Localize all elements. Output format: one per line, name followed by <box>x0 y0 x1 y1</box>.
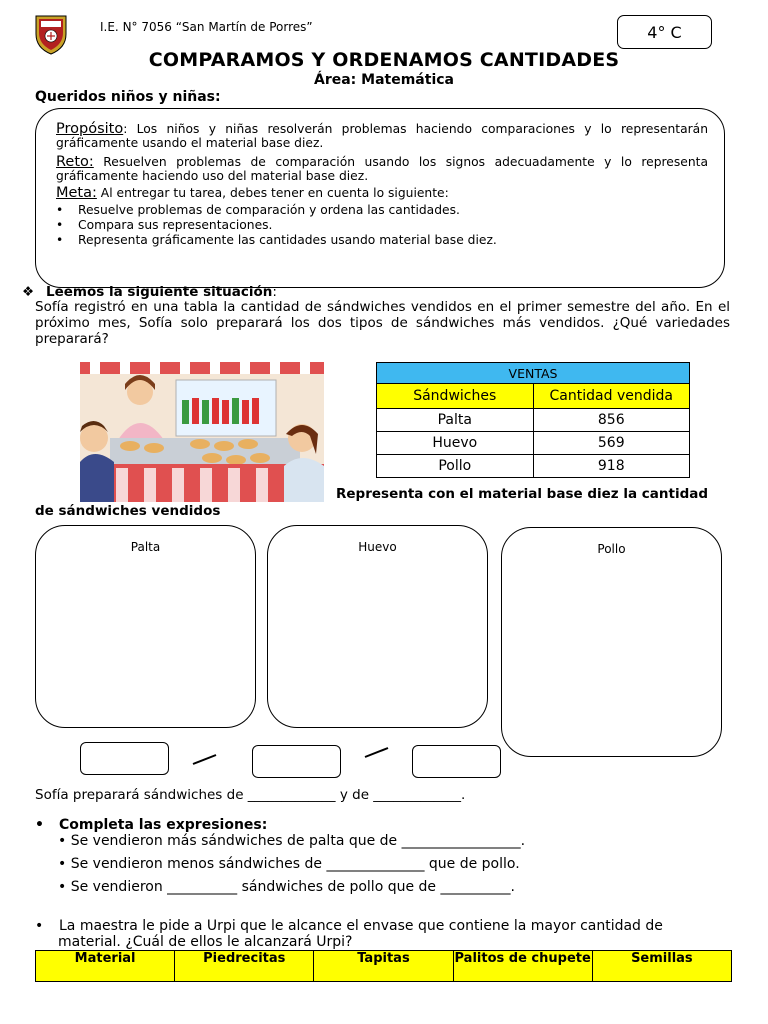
table-row: Palta 856 <box>377 409 690 432</box>
sales-table-title: VENTAS <box>377 363 690 384</box>
table-row: Huevo 569 <box>377 432 690 455</box>
page-title: COMPARAMOS Y ORDENAMOS CANTIDADES <box>148 49 620 71</box>
materials-col-header: Piedrecitas <box>175 951 314 982</box>
comparison-mark <box>362 745 392 759</box>
compare-box-1[interactable] <box>80 742 169 775</box>
meta-bullet: • Representa gráficamente las cantidades usando material base diez. <box>56 233 497 247</box>
pollo-drawing-area[interactable] <box>501 527 722 757</box>
materials-col-header: Tapitas <box>314 951 453 982</box>
expression-item: • Se vendieron menos sándwiches de ______________ que de pollo. <box>58 856 520 872</box>
represent-instruction-cont: de sándwiches vendidos <box>35 503 221 519</box>
card-label: Palta <box>130 540 161 554</box>
reto-label: Reto: <box>56 154 94 170</box>
sandwich-shop-illustration <box>80 362 324 502</box>
meta-bullet: • Resuelve problemas de comparación y ordena las cantidades. <box>56 203 460 217</box>
expression-item: • Se vendieron más sándwiches de palta que de _________________. <box>58 833 526 849</box>
represent-instruction: Representa con el material base diez la cantidad <box>336 486 709 502</box>
table-row: Pollo 918 <box>377 455 690 478</box>
sales-col-header: Cantidad vendida <box>533 384 690 409</box>
situation-text: Sofía registró en una tabla la cantidad de sándwiches vendidos en el primer semestre del año. En el próximo mes, Sofía solo preparará los dos tipos de sándwiches más vendidos. ¿Qué variedades preparará? <box>35 299 730 347</box>
grade-badge: 4° C <box>617 15 712 49</box>
meta-label: Meta: <box>56 185 97 201</box>
comparison-mark <box>190 752 220 766</box>
reto-paragraph <box>56 155 708 183</box>
answer-sentence: Sofía preparará sándwiches de _____________ y de _____________. <box>35 787 466 803</box>
sales-col-header: Sándwiches <box>377 384 534 409</box>
materials-col-header: Palitos de chupete <box>453 951 592 982</box>
meta-bullet: • Compara sus representaciones. <box>56 218 273 232</box>
reto-text: Resuelven problemas de comparación usando los signos adecuadamente y lo representa gráficamente haciendo uso del material base diez. <box>56 155 708 183</box>
compare-box-2[interactable] <box>252 745 341 778</box>
situation-heading: ❖ Leemos la siguiente situación: <box>22 284 277 300</box>
huevo-drawing-area[interactable] <box>267 525 488 728</box>
expressions-heading: • Completa las expresiones: <box>35 817 268 833</box>
compare-box-3[interactable] <box>412 745 501 778</box>
teacher-question-cont: material. ¿Cuál de ellos le alcanzará Urpi? <box>58 934 353 950</box>
materials-col-header: Semillas <box>592 951 731 982</box>
greeting: Queridos niños y niñas: <box>35 89 221 105</box>
sales-table <box>376 362 690 478</box>
proposito-text: : Los niños y niñas resolverán problemas haciendo comparaciones y lo representarán gráficamente usando el material base diez. <box>56 122 708 150</box>
expression-item: • Se vendieron __________ sándwiches de pollo que de __________. <box>58 879 515 895</box>
meta-text: Al entregar tu tarea, debes tener en cuenta lo siguiente: <box>96 186 449 200</box>
diamond-bullet-icon: ❖ <box>22 284 35 300</box>
meta-paragraph <box>56 186 708 200</box>
card-label: Pollo <box>597 542 626 556</box>
materials-table <box>35 950 732 982</box>
purpose-box <box>35 108 725 288</box>
palta-drawing-area[interactable] <box>35 525 256 728</box>
proposito-label: Propósito <box>56 121 124 137</box>
proposito-paragraph <box>56 122 708 150</box>
subject-area: Área: Matemática <box>314 72 454 88</box>
materials-col-header: Material <box>36 951 175 982</box>
card-label: Huevo <box>358 540 397 554</box>
teacher-question: • La maestra le pide a Urpi que le alcance el envase que contiene la mayor cantidad de <box>35 918 663 934</box>
school-name: I.E. N° 7056 “San Martín de Porres” <box>100 20 313 34</box>
